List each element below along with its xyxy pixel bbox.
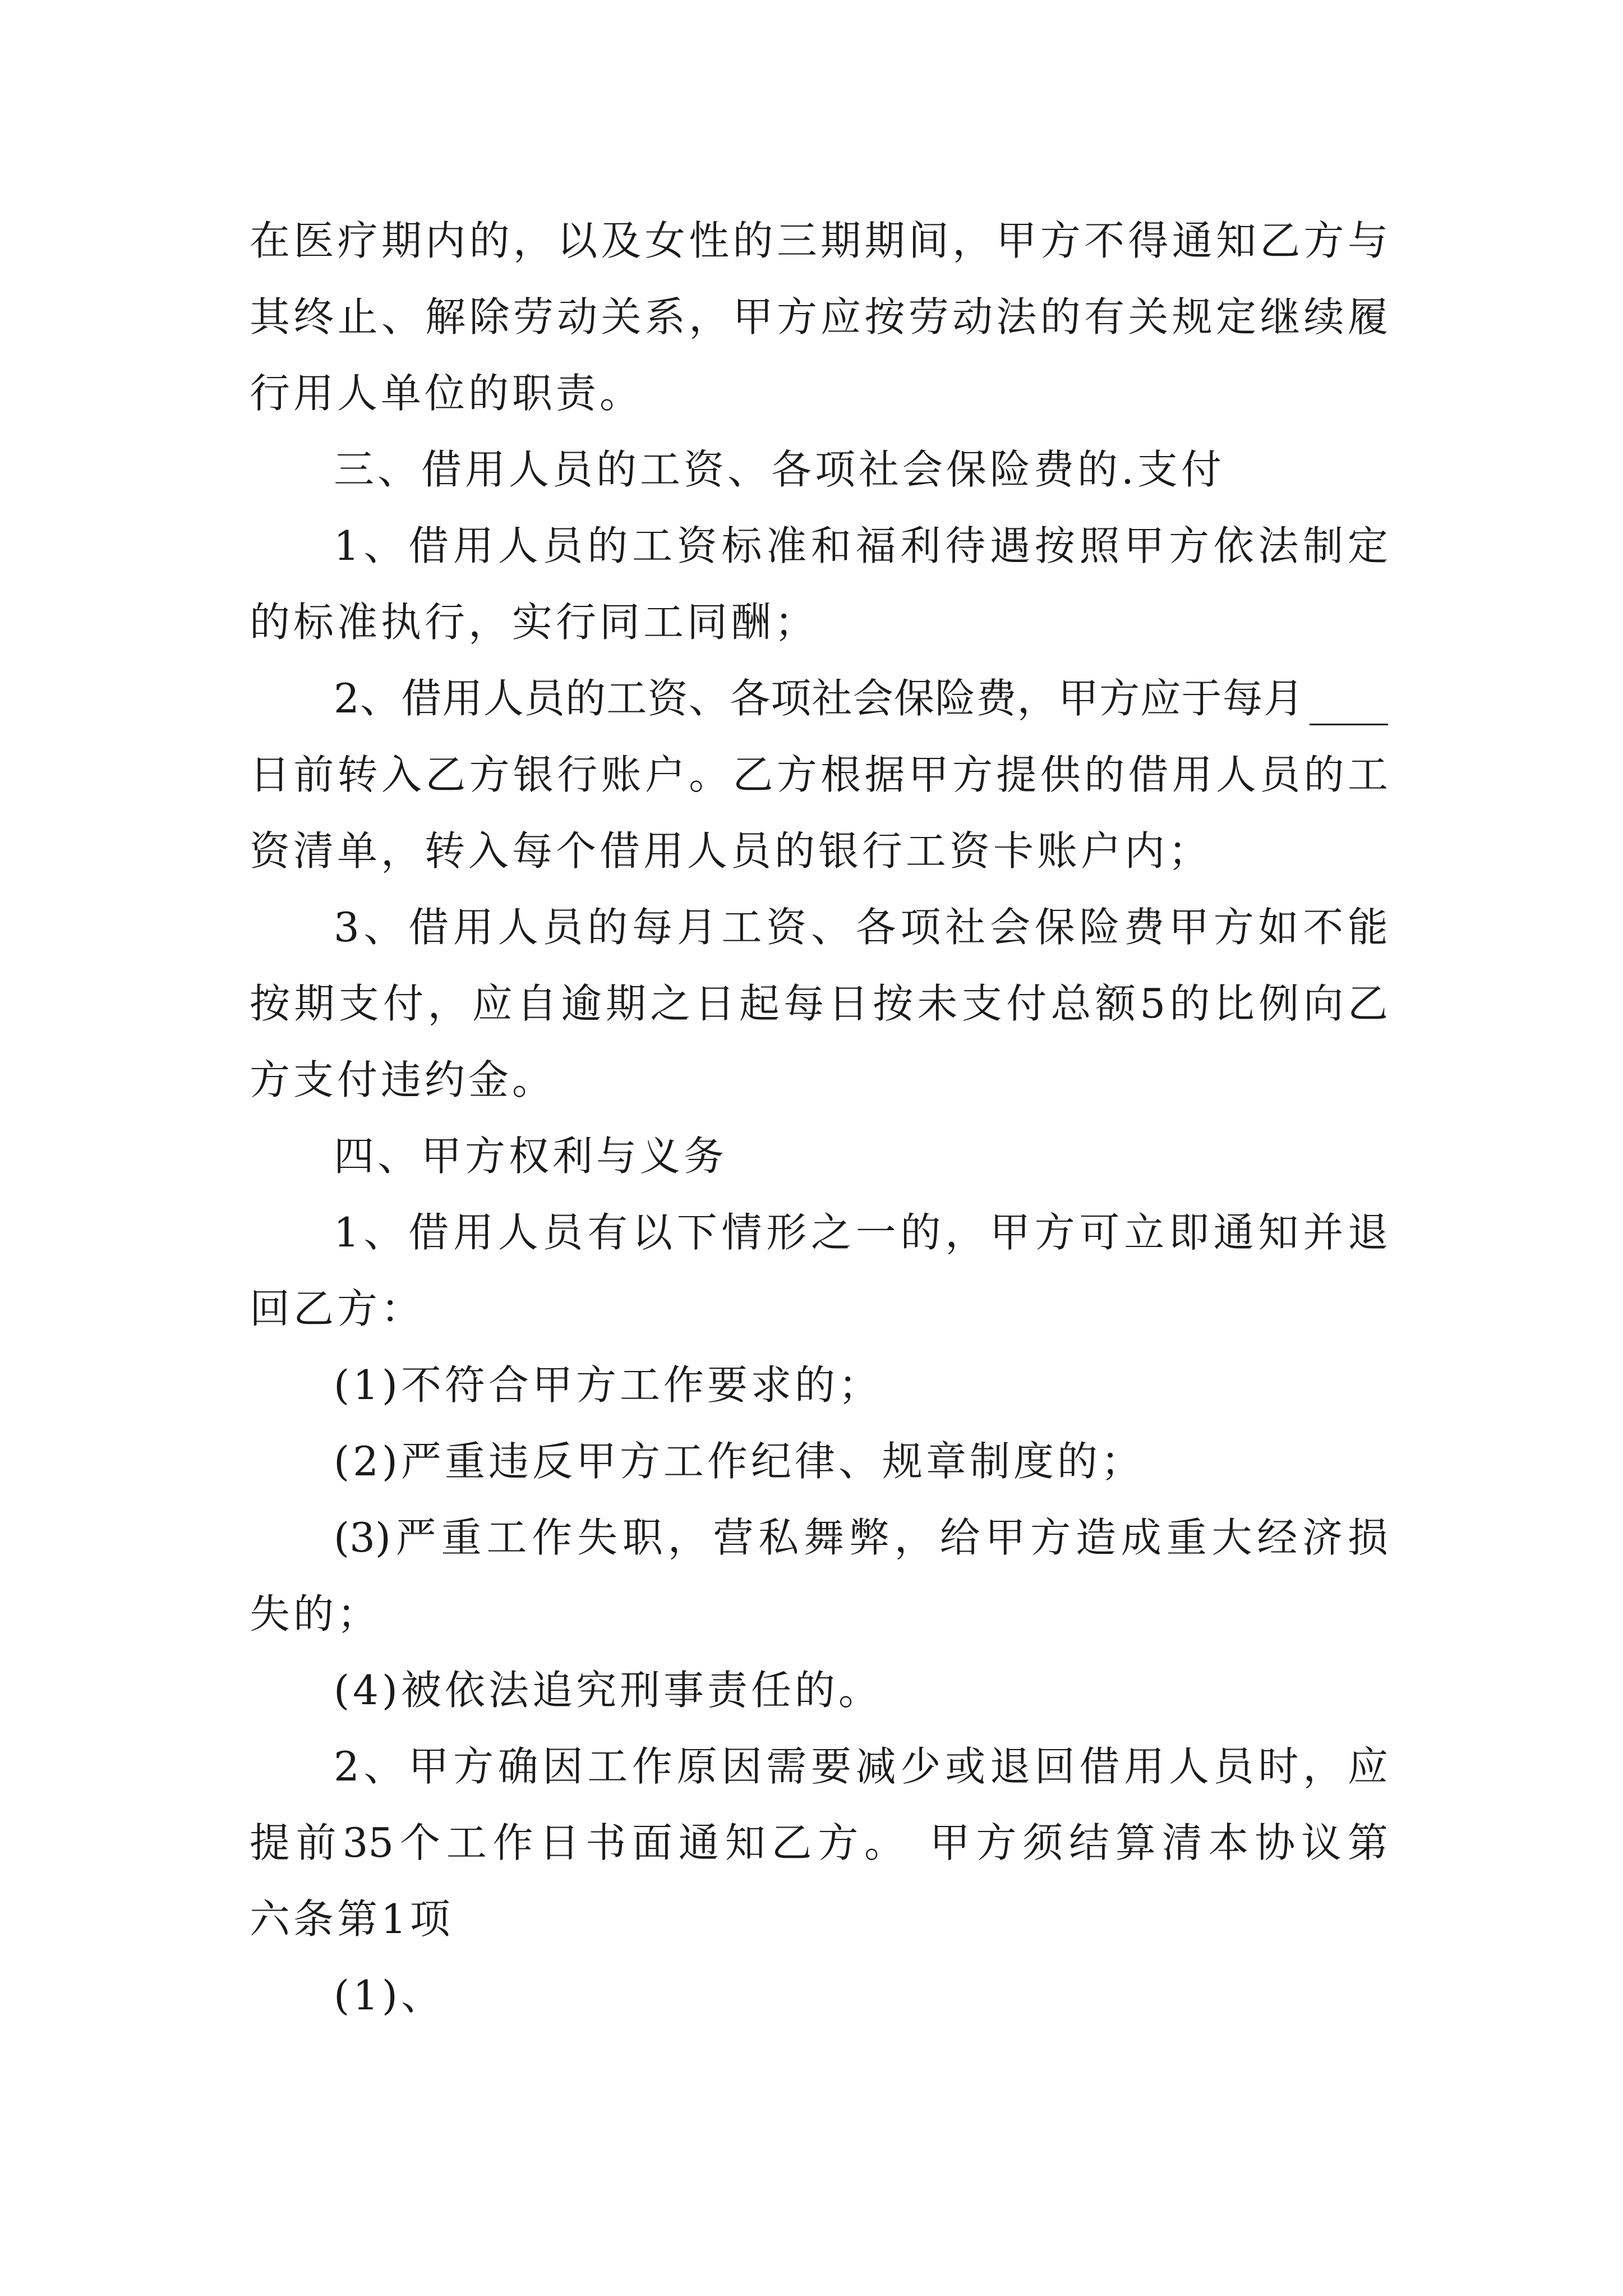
- list-item: (2)严重违反甲方工作纪律、规章制度的；: [334, 1438, 1145, 1485]
- paragraph-line: 六条第1项: [250, 1895, 454, 1943]
- paragraph-line: 按期支付，应自逾期之日起每日按未支付总额5的比例向乙: [250, 980, 1388, 1027]
- list-item: (1)、: [334, 1972, 445, 2019]
- paragraph-line: 2、借用人员的工资、各项社会保险费，甲方应于每月: [334, 675, 1304, 722]
- paragraph-line: 日前转入乙方银行账户。乙方根据甲方提供的借用人员的工: [250, 751, 1388, 798]
- paragraph-line: 失的；: [250, 1590, 381, 1637]
- fill-in-blank: [1310, 665, 1388, 725]
- list-item: (3)严重工作失职，营私舞弊，给甲方造成重大经济损: [334, 1514, 1388, 1561]
- paragraph-line: 2、甲方确因工作原因需要减少或退回借用人员时，应: [334, 1743, 1388, 1790]
- paragraph-line: 3、借用人员的每月工资、各项社会保险费甲方如不能: [334, 904, 1388, 951]
- paragraph-line: 行用人单位的职责。: [250, 370, 644, 417]
- section-heading: 三、借用人员的工资、各项社会保险费的.支付: [334, 446, 1225, 493]
- paragraph-line: 1、借用人员的工资标准和福利待遇按照甲方依法制定: [334, 522, 1388, 569]
- list-item: (4)被依法追究刑事责任的。: [334, 1667, 882, 1714]
- paragraph-line: 回乙方：: [250, 1285, 425, 1332]
- paragraph-line: 1、借用人员有以下情形之一的，甲方可立即通知并退: [334, 1209, 1388, 1256]
- paragraph-line: 的标准执行，实行同工同酬；: [250, 599, 819, 646]
- section-heading: 四、甲方权利与义务: [334, 1133, 728, 1180]
- list-item: (1)不符合甲方工作要求的；: [334, 1361, 882, 1409]
- paragraph-line: 在医疗期内的，以及女性的三期期间，甲方不得通知乙方与: [250, 217, 1388, 264]
- paragraph-line: 资清单，转入每个借用人员的银行工资卡账户内；: [250, 827, 1212, 875]
- paragraph-line: 其终止、解除劳动关系，甲方应按劳动法的有关规定继续履: [250, 293, 1388, 341]
- paragraph-line: 方支付违约金。: [250, 1056, 556, 1103]
- paragraph-line: 提前35个工作日书面通知乙方。 甲方须结算清本协议第: [250, 1819, 1388, 1866]
